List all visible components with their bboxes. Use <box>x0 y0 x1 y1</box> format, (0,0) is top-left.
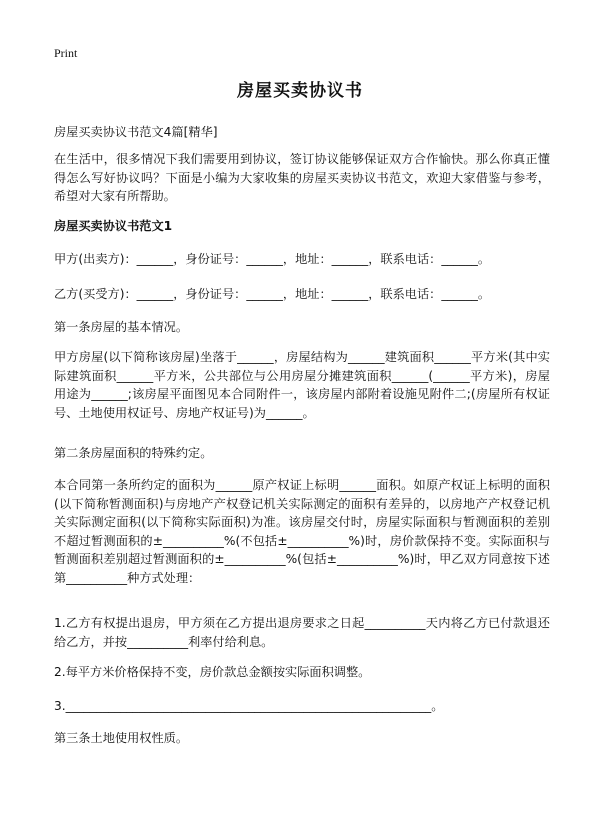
item-2: 2.每平方米价格保持不变，房价款总金额按实际面积调整。 <box>54 665 371 679</box>
document-subtitle: 房屋买卖协议书范文4篇[精华] <box>54 125 218 139</box>
print-label[interactable]: Print <box>54 46 78 60</box>
article3-heading: 第三条土地使用权性质。 <box>54 731 189 745</box>
article1-heading: 第一条房屋的基本情况。 <box>54 320 189 334</box>
item-3: 3.____________________________________________________________。 <box>54 699 444 713</box>
article1-body: 甲方房屋(以下简称该房屋)坐落于______，房屋结构为______建筑面积______平方米(其中实际建筑面积______平方米，公共部位与公用房屋分摊建筑面积______(______平方米)，房屋用途为______;该房屋平面图见本合同附件一，该房屋内部附着设施见附件二;(房屋所有权证号、土地使用权证号、房地产权证号)为______。 <box>54 350 550 420</box>
article2-heading: 第二条房屋面积的特殊约定。 <box>54 446 213 460</box>
sample1-heading: 房屋买卖协议书范文1 <box>54 219 173 233</box>
article2-body: 本合同第一条所约定的面积为______原产权证上标明______面积。如原产权证上标明的面积(以下简称暂测面积)与房地产产权登记机关实际测定的面积有差异的，以房地产产权登记机关实际测定面积(以下简称实际面积)为准。该房屋交付时，房屋实际面积与暂测面积的差别不超过暂测面积的±__________%(不包括±__________%)时，房价款保持不变。实际面积与暂测面积差别超过暂测面积的±__________%(包括±__________%)时，甲乙双方同意按下述第__________种方式处理： <box>54 478 550 585</box>
item-1: 1.乙方有权提出退房，甲方须在乙方提出退房要求之日起__________天内将乙方已付款退还给乙方，并按__________利率付给利息。 <box>54 616 550 649</box>
document-title: 房屋买卖协议书 <box>237 81 363 101</box>
intro-paragraph: 在生活中，很多情况下我们需要用到协议，签订协议能够保证双方合作愉快。那么你真正懂得怎么写好协议吗？下面是小编为大家收集的房屋买卖协议书范文，欢迎大家借鉴与参考，希望对大家有所帮助。 <box>54 152 550 203</box>
party-b-line: 乙方(买受方)：______，身份证号：______，地址：______，联系电话：______。 <box>54 287 491 301</box>
party-a-line: 甲方(出卖方)：______，身份证号：______，地址：______，联系电话：______。 <box>54 252 491 266</box>
